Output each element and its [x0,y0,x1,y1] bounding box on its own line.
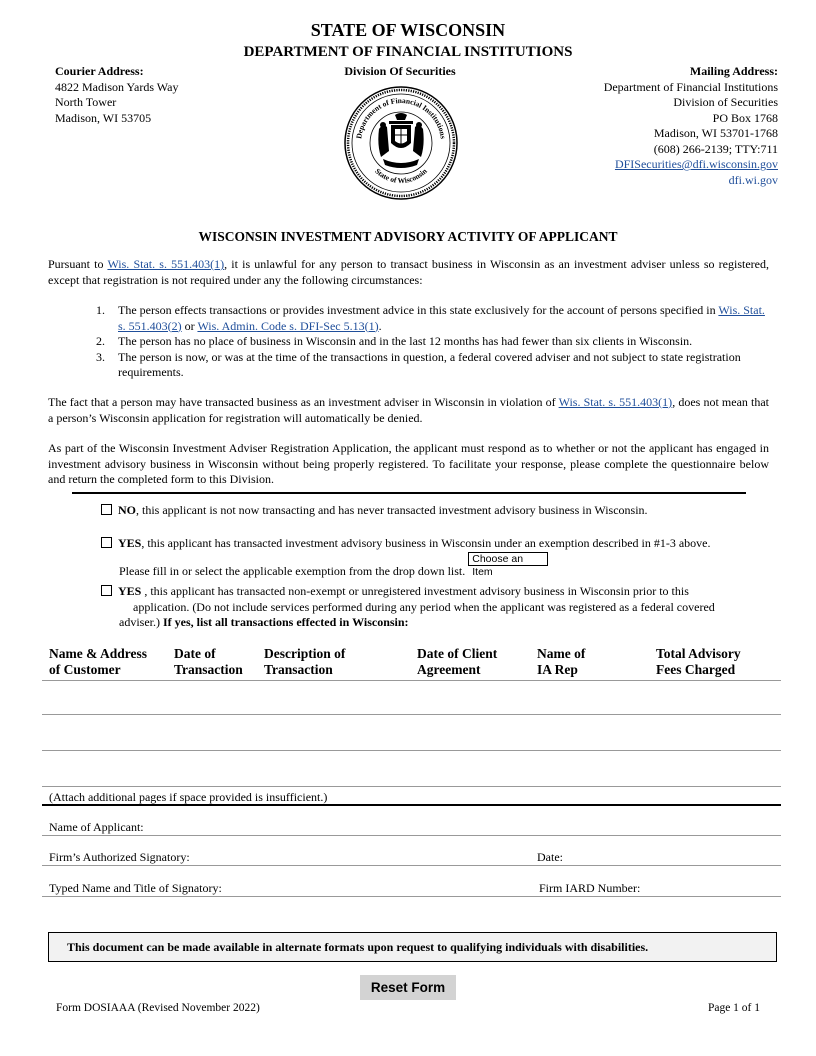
option-label: NO [118,503,136,517]
circumstance-list [96,303,769,381]
table-row-line[interactable] [42,750,781,751]
statute-link[interactable]: Wis. Stat. s. 551.403(1) [558,395,673,409]
fact-text: , does not mean that a person’s Wisconsin application for registration will automatically be denied. [48,395,770,425]
table-rule [42,680,781,681]
mailing-line: PO Box 1768 [712,110,778,125]
exemption-dropdown[interactable]: Choose an Item [468,552,548,566]
email-link[interactable]: DFISecurities@dfi.wisconsin.gov [614,157,778,171]
option-text: , this applicant has transacted investment advisory business in Wisconsin under an exemption described in #1-3 above. [141,536,711,550]
courier-line: North Tower [55,95,117,109]
col-header-date: Date of Transaction [174,646,243,677]
yes-nonexempt-checkbox[interactable] [101,585,112,596]
admin-code-link[interactable]: Wis. Admin. Code s. DFI-Sec 5.13(1) [197,318,379,333]
col-header-ia-rep: Name of IA Rep [537,646,586,677]
option-label: YES [118,536,142,550]
website-link[interactable]: dfi.wi.gov [728,172,778,187]
list-number: 1. [96,303,105,317]
seal-bottom-text: State of Wisconsin [373,166,429,186]
attach-note: (Attach additional pages if space provided is insufficient.) [49,790,328,804]
list-text: The person effects transactions or provides investment advice in this state exclusively for the account of persons specified in [118,303,719,317]
fact-paragraph [48,395,769,426]
signatory-label: Firm’s Authorized Signatory: [49,850,190,864]
list-text: The person has no place of business in Wisconsin and in the last 12 months has had fewer than six clients in Wisconsin. [118,334,693,348]
col-header-description: Description of Transaction [264,646,346,677]
statute-link[interactable]: Wis. Stat. s. 551.403(2) [118,303,765,333]
statute-link[interactable]: Wis. Stat. s. 551.403(1) [107,257,225,271]
courier-line: 4822 Madison Yards Way [55,79,179,94]
table-bottom-rule [42,804,781,806]
instructions-paragraph: As part of the Wisconsin Investment Adviser Registration Application, the applicant must respond as to whether or not the applicant has engaged in investment advisory business in Wisconsin without being properly registered. To facilitate your response, please complete the questionnaire below and return the completed form to this Division. [48,441,769,486]
option-text: Please fill in or select the applicable exemption from the drop down list. [119,563,466,578]
courier-label: Courier Address: [55,64,144,78]
signatory-field[interactable] [42,865,781,866]
mailing-label: Mailing Address: [689,64,778,78]
form-number: Form DOSIAAA (Revised November 2022) [56,1002,260,1014]
courier-address [55,64,179,126]
list-item [96,350,769,381]
mailing-line: Division of Securities [673,95,778,109]
option-no [101,503,781,519]
form-title: WISCONSIN INVESTMENT ADVISORY ACTIVITY OF APPLICANT [198,229,618,244]
list-number: 2. [96,334,105,348]
reset-form-button[interactable]: Reset Form [360,975,456,1000]
division-label: Division Of Securities [344,64,456,78]
typed-name-field[interactable] [42,896,781,897]
state-title: STATE OF WISCONSIN [310,20,506,40]
intro-text: Pursuant to [48,257,108,271]
intro-text: , it is unlawful for any person to transact business in Wisconsin as an investment adviser unless so registered, except that registration is not required under any the following circumstances: [48,257,769,287]
applicant-field[interactable] [42,835,781,836]
accessibility-notice: This document can be made available in alternate formats upon request to qualifying individuals with disabilities. [48,932,777,962]
list-text: The person is now, or was at the time of the transactions in question, a federal covered adviser and not subject to state registration requirements. [118,349,741,379]
yes-exempt-checkbox[interactable] [101,537,112,548]
mailing-address [604,64,778,188]
list-item [96,334,769,350]
page-number: Page 1 of 1 [707,1002,760,1014]
option-text: adviser.) [119,615,160,629]
state-seal-icon [343,85,459,201]
option-bold-text: If yes, list all transactions effected in Wisconsin: [163,615,409,629]
iard-label: Firm IARD Number: [539,881,641,895]
option-yes-nonexempt [101,584,785,631]
mailing-line: Madison, WI 53701-1768 [653,126,778,140]
courier-line: Madison, WI 53705 [55,110,152,125]
option-text: application. (Do not include services performed during any period when the applicant was registered as a federal covered [133,599,715,614]
fact-text: The fact that a person may have transacted business as an investment adviser in Wisconsin in violation of [48,395,559,409]
applicant-label: Name of Applicant: [49,820,144,834]
col-header-customer: Name & Address of Customer [49,646,148,677]
option-text: , this applicant has transacted non-exempt or unregistered investment advisory business in Wisconsin prior to this [144,584,689,598]
table-row-line[interactable] [42,714,781,715]
col-header-agreement: Date of Client Agreement [417,646,498,677]
date-label: Date: [537,850,563,864]
list-text: or [181,318,198,333]
mailing-line: Department of Financial Institutions [603,79,778,94]
table-row-line[interactable] [42,786,781,787]
list-text: . [378,318,382,333]
intro-paragraph [48,257,769,288]
typed-name-label: Typed Name and Title of Signatory: [49,881,222,895]
no-checkbox[interactable] [101,504,112,515]
option-label: YES [118,584,142,598]
department-title: DEPARTMENT OF FINANCIAL INSTITUTIONS [243,44,573,60]
divider [72,492,746,494]
list-number: 3. [96,349,105,364]
seal-top-text: Department of Financial Institutions [354,95,448,140]
option-text: , this applicant is not now transacting and has never transacted investment advisory business in Wisconsin. [136,503,648,517]
list-item [96,303,769,334]
mailing-line: (608) 266-2139; TTY:711 [653,141,778,156]
col-header-fees: Total Advisory Fees Charged [656,646,741,677]
option-yes-exempt [101,536,781,579]
